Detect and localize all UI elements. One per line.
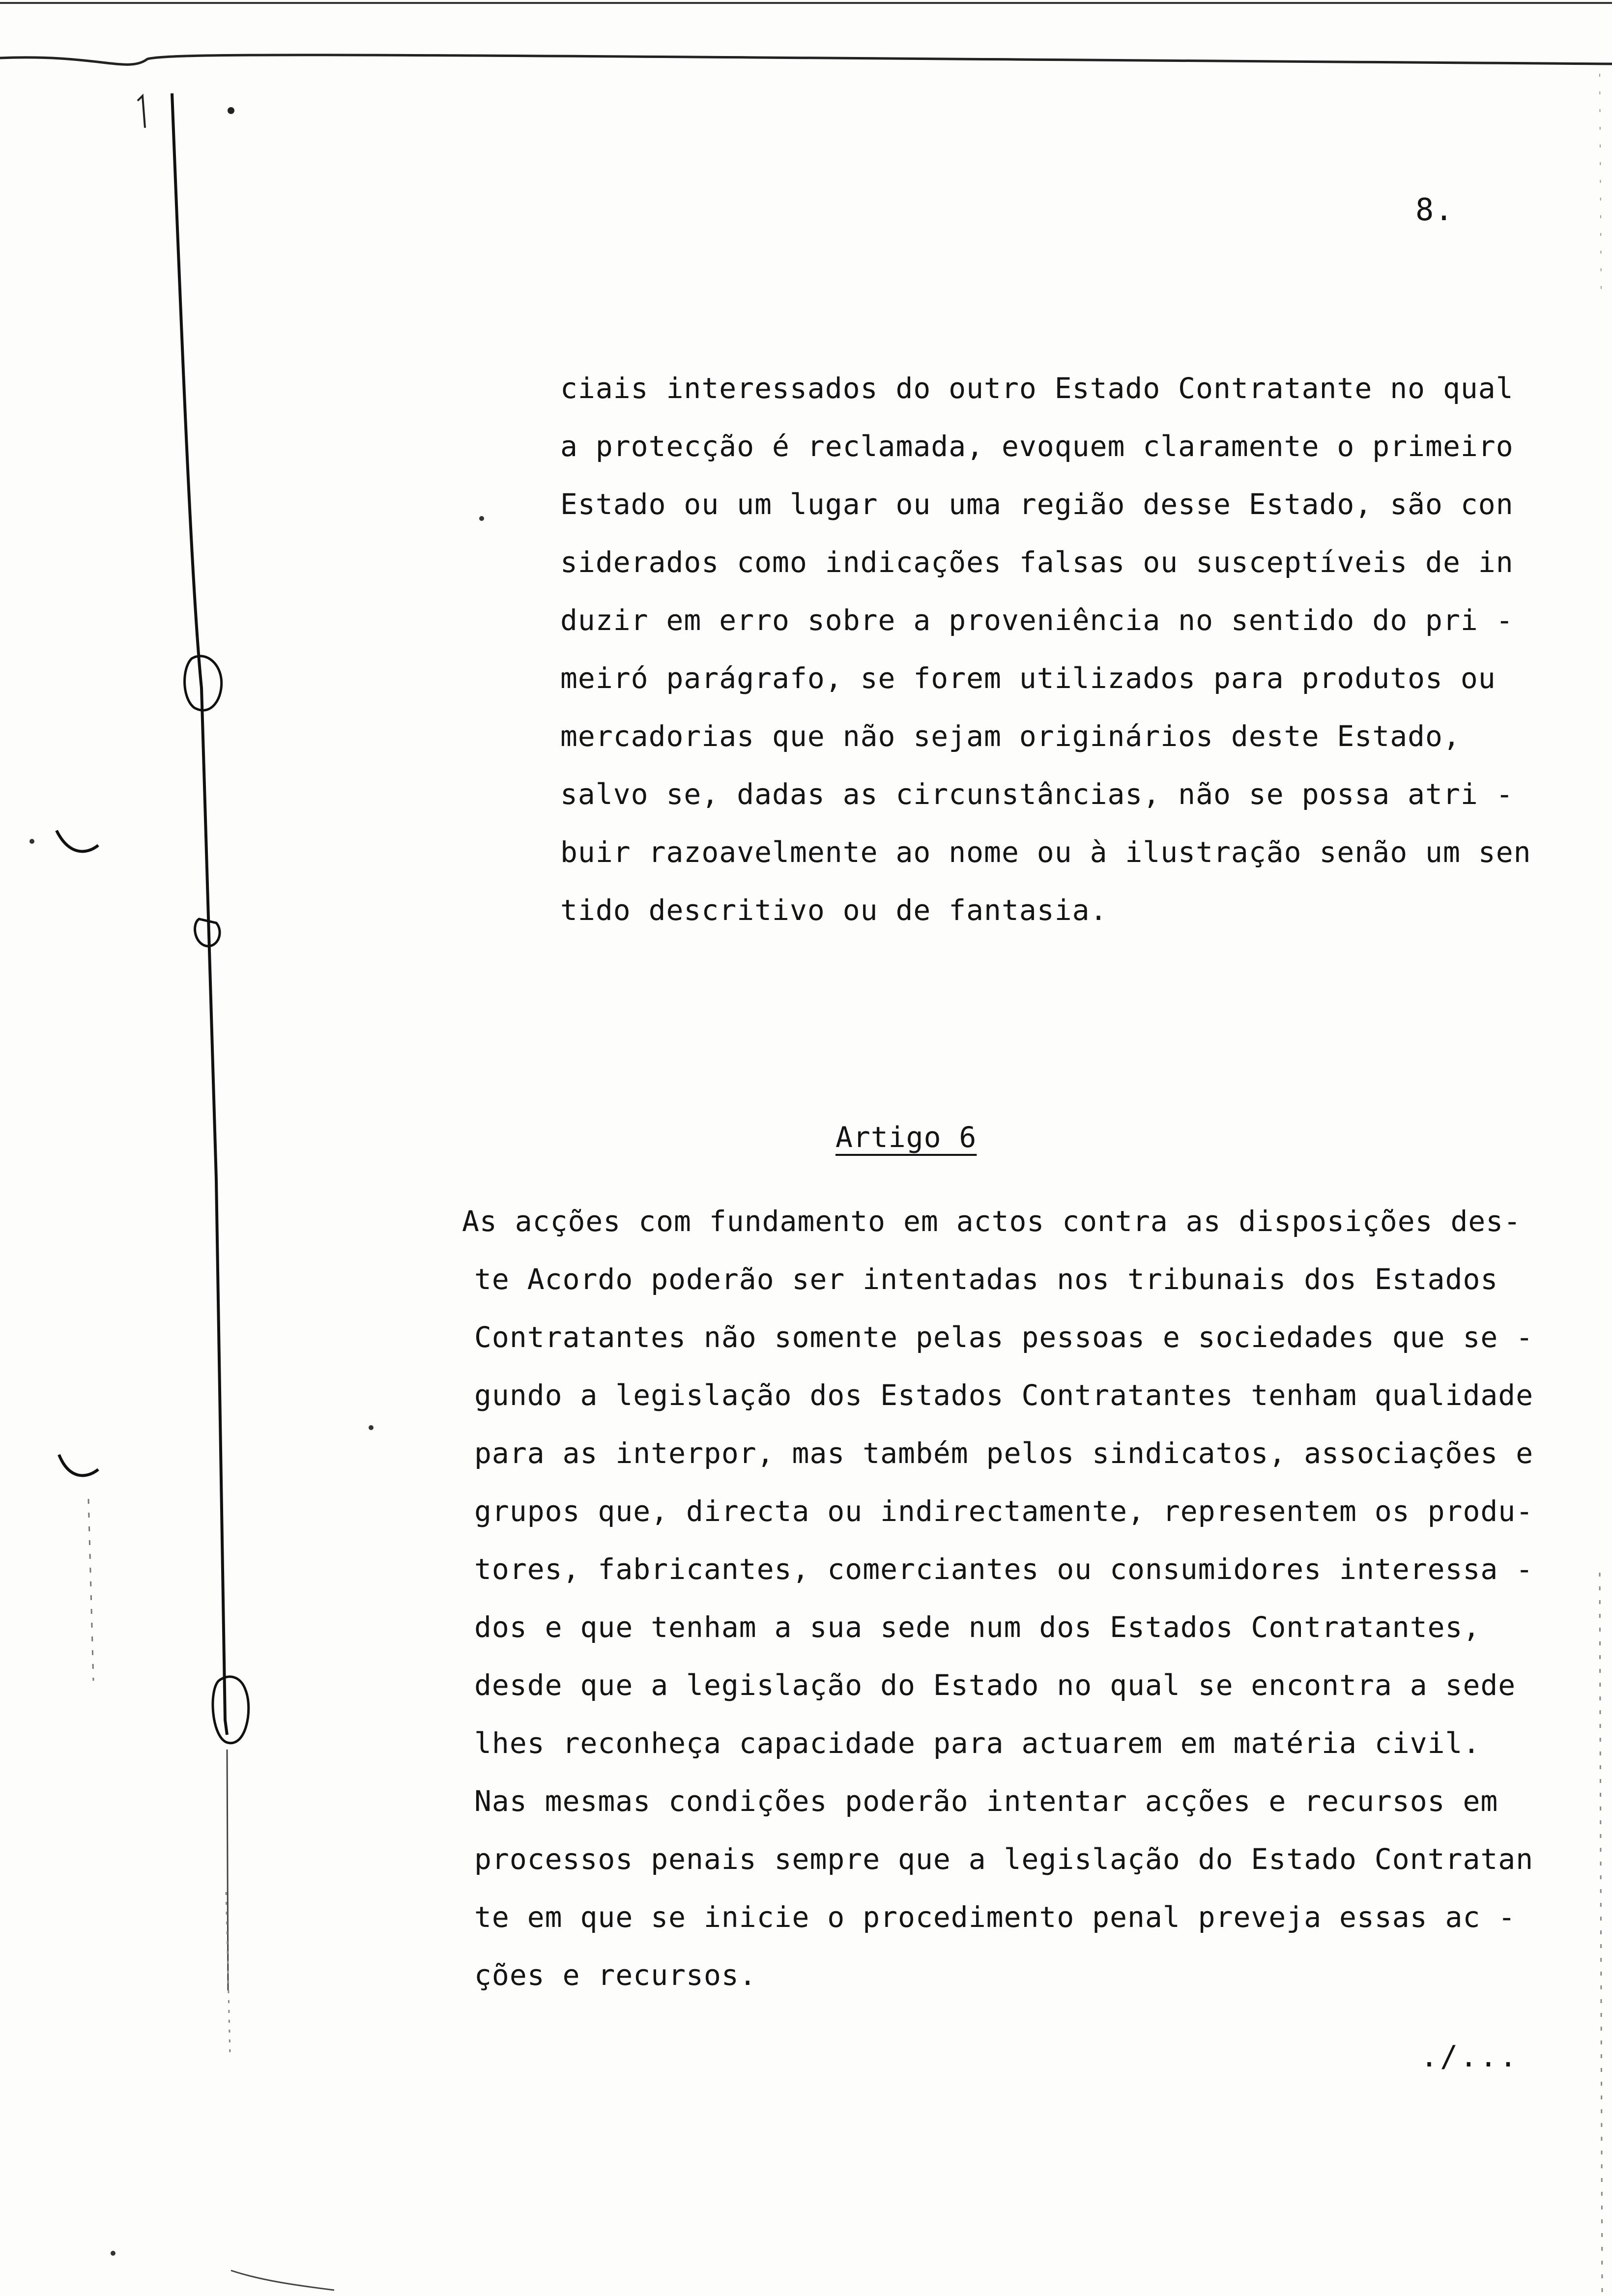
paragraph-1-line-7: mercadorias que não sejam originários deste Estado, (560, 719, 1461, 753)
page-number: 8. (1415, 192, 1454, 228)
continuation-mark: ./... (1420, 2039, 1519, 2074)
paragraph-1-line-1: ciais interessados do outro Estado Contratante no qual (560, 372, 1514, 405)
article-heading: Artigo 6 (835, 1120, 977, 1154)
paragraph-1-line-2: a protecção é reclamada, evoquem claramente o primeiro (560, 430, 1514, 463)
paragraph-1-line-3: Estado ou um lugar ou uma região desse Estado, são con (560, 488, 1514, 521)
paragraph-2-line-1: As acções com fundamento em actos contra as disposições des- (462, 1205, 1522, 1238)
paragraph-1-line-9: buir razoavelmente ao nome ou à ilustração senão um sen (560, 835, 1531, 869)
paragraph-1-line-6: meiró parágrafo, se forem utilizados para produtos ou (560, 661, 1496, 695)
paragraph-2-line-4: gundo a legislação dos Estados Contratantes tenham qualidade (474, 1378, 1534, 1412)
paragraph-1-line-5: duzir em erro sobre a proveniência no sentido do pri - (560, 603, 1514, 637)
paragraph-2-line-11: Nas mesmas condições poderão intentar acções e recursos em (474, 1784, 1498, 1818)
paragraph-2-line-10: lhes reconheça capacidade para actuarem em matéria civil. (474, 1726, 1481, 1760)
paragraph-2-line-12: processos penais sempre que a legislação do Estado Contratan (474, 1842, 1534, 1876)
paragraph-2-line-3: Contratantes não somente pelas pessoas e sociedades que se - (474, 1320, 1534, 1354)
paragraph-2-line-6: grupos que, directa ou indirectamente, representem os produ- (474, 1494, 1534, 1528)
paragraph-2-line-13: te em que se inicie o procedimento penal preveja essas ac - (474, 1900, 1516, 1934)
paragraph-2-line-14: ções e recursos. (474, 1958, 757, 1992)
paragraph-2-line-2: te Acordo poderão ser intentadas nos tribunais dos Estados (474, 1263, 1498, 1296)
paragraph-2-line-9: desde que a legislação do Estado no qual se encontra a sede (474, 1668, 1516, 1702)
paragraph-2-line-8: dos e que tenham a sua sede num dos Estados Contratantes, (474, 1610, 1481, 1644)
paragraph-1-line-8: salvo se, dadas as circunstâncias, não se possa atri - (560, 777, 1514, 811)
paragraph-2-line-7: tores, fabricantes, comerciantes ou consumidores interessa - (474, 1552, 1534, 1586)
paragraph-1-line-10: tido descritivo ou de fantasia. (560, 893, 1108, 927)
paragraph-1-line-4: siderados como indicações falsas ou susceptíveis de in (560, 545, 1514, 579)
paragraph-2-line-5: para as interpor, mas também pelos sindicatos, associações e (474, 1436, 1534, 1470)
